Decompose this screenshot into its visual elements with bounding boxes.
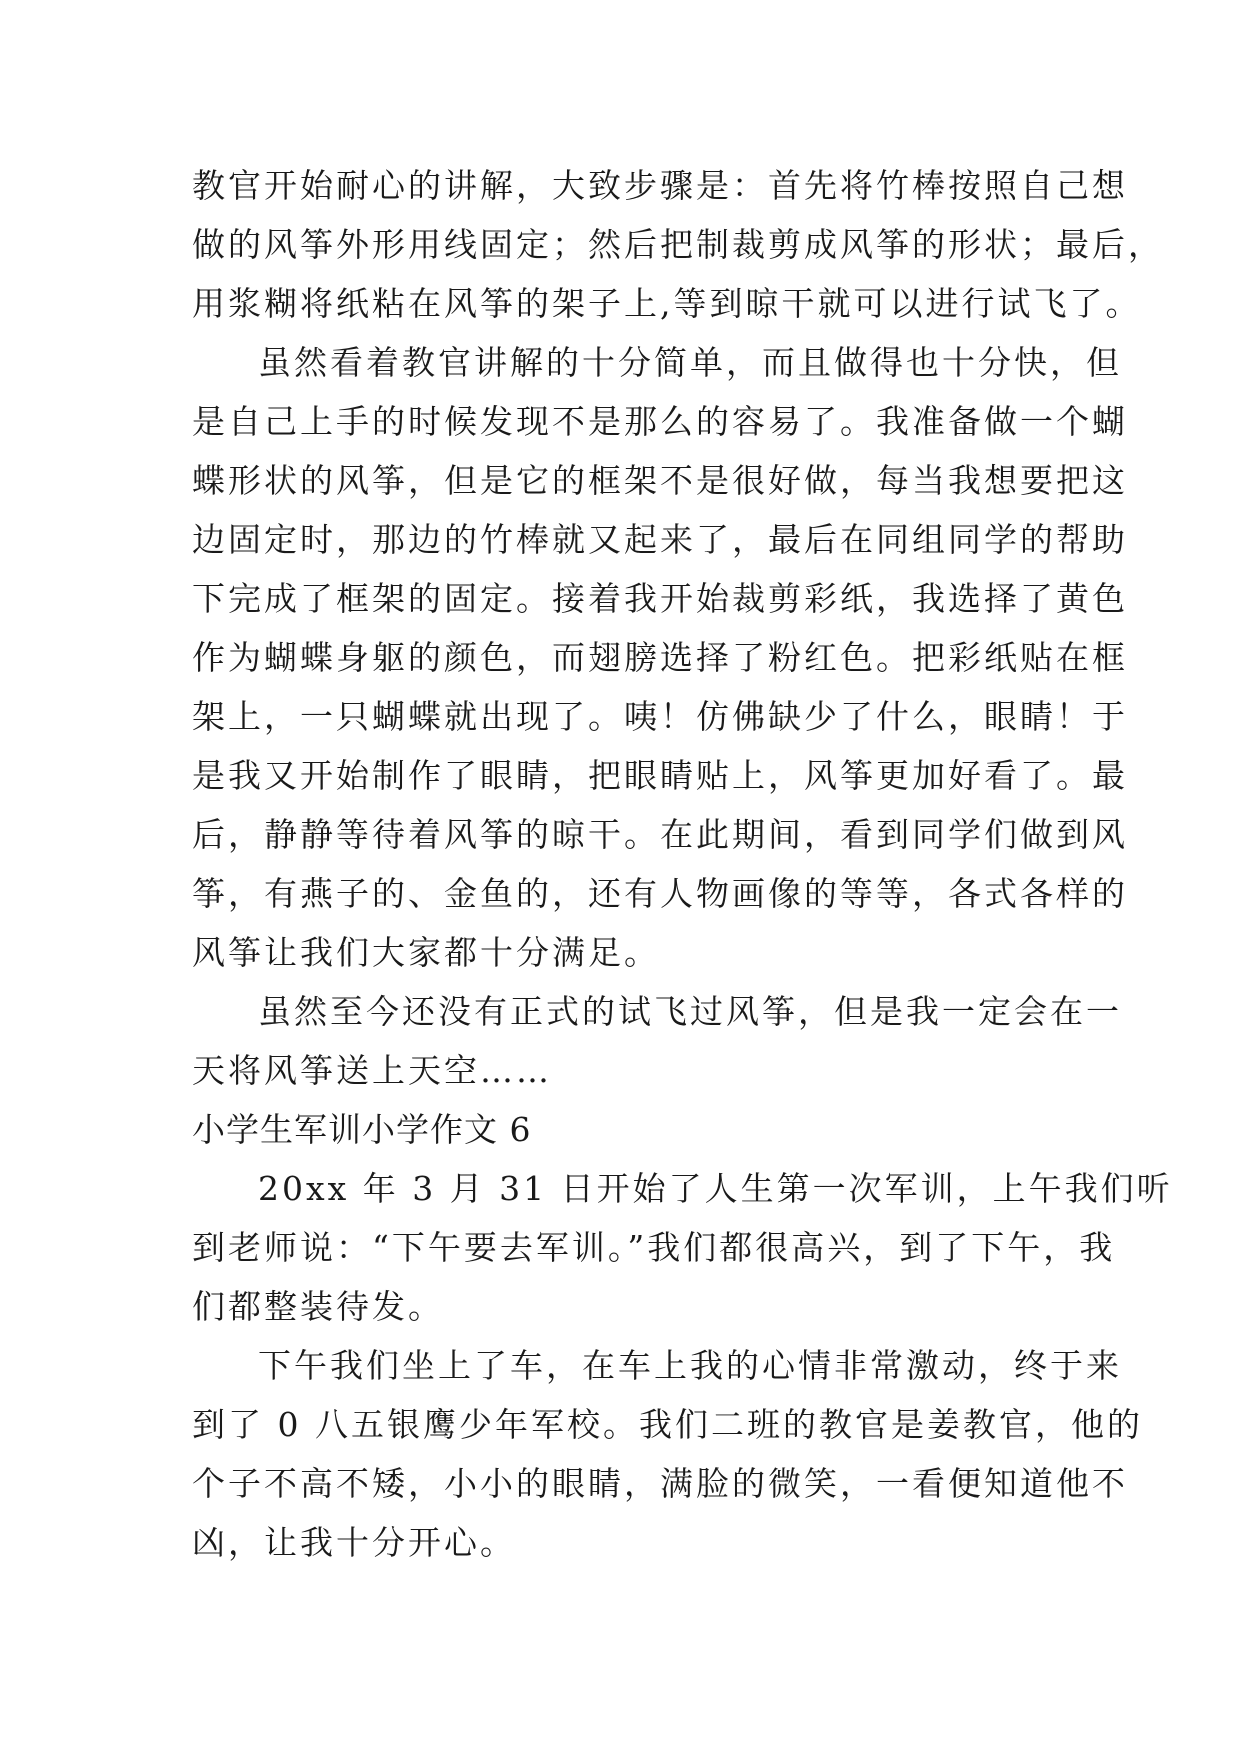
text-line: 下完成了框架的固定。接着我开始裁剪彩纸，我选择了黄色: [192, 579, 1128, 618]
text-line: 到老师说：“下午要去军训。”我们都很高兴，到了下午，我: [192, 1228, 1116, 1267]
text-line: 教官开始耐心的讲解，大致步骤是：首先将竹棒按照自己想: [192, 166, 1128, 205]
text-line: 筝，有燕子的、金鱼的，还有人物画像的等等，各式各样的: [192, 874, 1128, 913]
text-line: 作为蝴蝶身躯的颜色，而翅膀选择了粉红色。把彩纸贴在框: [192, 638, 1128, 677]
text-line: 们都整装待发。: [192, 1287, 444, 1326]
text-line: 是自己上手的时候发现不是那么的容易了。我准备做一个蝴: [192, 402, 1128, 441]
text-line: 风筝让我们大家都十分满足。: [192, 933, 660, 972]
text-line: 用浆糊将纸粘在风筝的架子上,等到晾干就可以进行试飞了。: [192, 284, 1142, 323]
section-heading: 小学生军训小学作文 6: [192, 1110, 532, 1149]
text-line: 凶，让我十分开心。: [192, 1523, 516, 1562]
paragraph-first-line: 20xx 年 3 月 31 日开始了人生第一次军训，上午我们听: [258, 1169, 1173, 1208]
text-line: 到了 0 八五银鹰少年军校。我们二班的教官是姜教官，他的: [192, 1405, 1143, 1444]
text-line: 天将风筝送上天空……: [192, 1051, 552, 1090]
text-line: 做的风筝外形用线固定；然后把制裁剪成风筝的形状；最后，: [192, 225, 1164, 264]
text-line: 蝶形状的风筝，但是它的框架不是很好做，每当我想要把这: [192, 461, 1128, 500]
paragraph-first-line: 虽然至今还没有正式的试飞过风筝，但是我一定会在一: [258, 992, 1122, 1031]
paragraph-first-line: 虽然看着教官讲解的十分简单，而且做得也十分快，但: [258, 343, 1122, 382]
document-body: [192, 156, 1173, 1572]
text-line: 架上，一只蝴蝶就出现了。咦！仿佛缺少了什么，眼睛！于: [192, 697, 1128, 736]
paragraph-first-line: 下午我们坐上了车，在车上我的心情非常激动，终于来: [258, 1346, 1122, 1385]
text-line: 个子不高不矮，小小的眼睛，满脸的微笑，一看便知道他不: [192, 1464, 1128, 1503]
text-line: 是我又开始制作了眼睛，把眼睛贴上，风筝更加好看了。最: [192, 756, 1128, 795]
text-line: 后，静静等待着风筝的晾干。在此期间，看到同学们做到风: [192, 815, 1128, 854]
text-line: 边固定时，那边的竹棒就又起来了，最后在同组同学的帮助: [192, 520, 1128, 559]
